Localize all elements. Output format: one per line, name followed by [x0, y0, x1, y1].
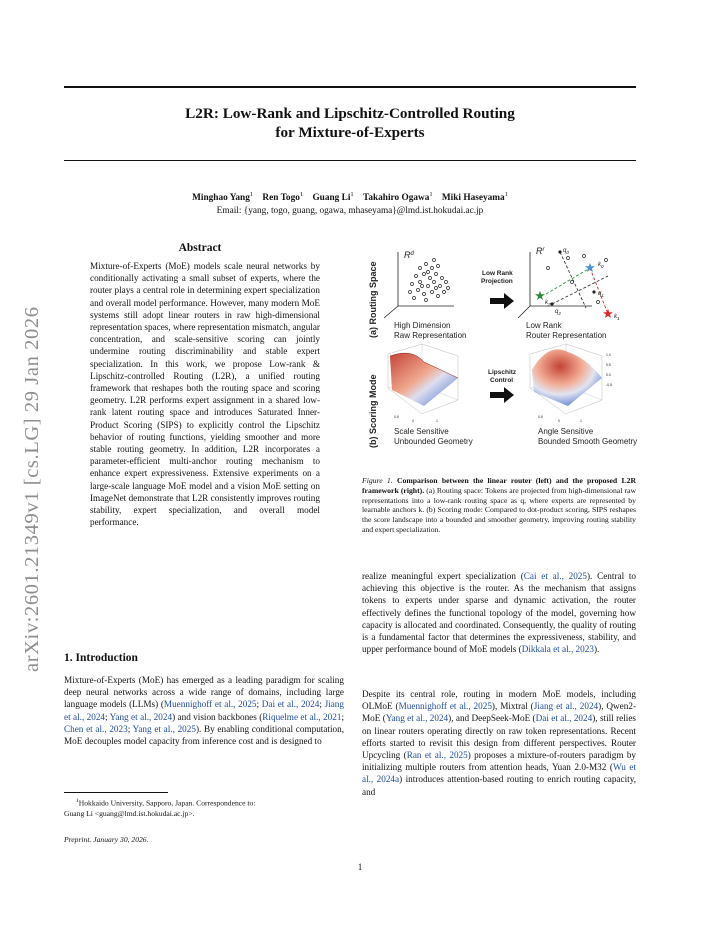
rr-label [536, 246, 546, 256]
author-list [64, 188, 636, 205]
author-name: Miki Haseyama$^1$ [441, 191, 508, 204]
star-k0: ★ [584, 260, 596, 275]
citation-link[interactable]: Yang et al., 2024 [385, 713, 449, 724]
citation-link[interactable]: Muennighoff et al., 2025 [163, 699, 257, 710]
raw-token-point [431, 267, 434, 270]
point-label: $k_1$ [614, 314, 620, 321]
author-affiliation-mark: 1 [249, 191, 254, 198]
unbounded-surface-plot [388, 344, 473, 446]
raw-token-point [427, 271, 430, 274]
lipschitz-arrow [488, 369, 517, 403]
footnote [64, 796, 344, 819]
intro-right-column-top: realize meaningful expert specialization (Cai et al., 2025). Central to achieving this objective is the router. As the mechanism that assigns tokens to experts under sparse and dynamic activation, the router effectively defines the functional topology of the model, governing how capacity is allocated and coordinated. Consequently, the quality of routing is a fundamental factor that determines the expressiveness, stability, and upper performance bound of MoE models (Dikkala et al., 2023). [362, 571, 636, 655]
low-rank-space-plot [518, 246, 620, 340]
intro-left-column: Mixture-of-Experts (MoE) has emerged as a leading paradigm for scaling deep neural networks across a wide range of domains, including large language models (LLMs) (Muennighoff et al., 2025; Dai et al., 2024; Jiang et al., 2024; Yang et al., 2024) and vision backbones (Riquelme et al., 2021; Chen et al., 2023; Yang et al., 2025). By enabling conditional computation, MoE decouples model capacity from inference cost and is designed to [64, 675, 345, 747]
author-name: Ren Togo$^1$ [262, 191, 304, 204]
preprint-note: Preprint. January 30, 2026. [64, 835, 149, 844]
raw-token-point [417, 289, 420, 292]
abstract-text: Mixture-of-Experts (MoE) models scale neural networks by conditionally activating a small subset of experts, where the router plays a central role in determining expert specialization and overall model performance. However, many modern MoE systems still adopt linear routers in raw high-dimensional representation spaces, where representation mismatch, angular concentration, and scale-sensitive scoring can jointly undermine routing discriminability and stable expert specialization. In this work, we propose Low-rank & Lipschitz-controlled Routing (L2R), a unified routing framework that reshapes both the routing space and scoring geometry. L2R performs expert assignment in a shared low-rank latent routing space and introduces Saturated Inner-Product Scoring (SIPS) to explicitly control the Lipschitz behavior of routing functions, yielding smoother and more stable routing geometry. In addition, L2R incorporates a parameter-efficient multi-anchor routing mechanism to enhance expert expressiveness. Extensive experiments on a large-scale language MoE model and a vision MoE setting on ImageNet demonstrate that L2R consistently improves routing stability, expert specialization, and overall model performance. [90, 261, 320, 528]
svg-text:0: 0 [412, 419, 414, 423]
point-label: $k_0$ [598, 262, 604, 269]
svg-text:1.0: 1.0 [606, 353, 611, 357]
svg-text:0.5: 0.5 [394, 415, 399, 419]
svg-text:1: 1 [436, 419, 438, 423]
page-number: 1 [357, 862, 363, 872]
author-name: Minghao Yang$^1$ [192, 191, 254, 204]
raw-token-point [423, 273, 426, 276]
title-line-1: L2R: Low-Rank and Lipschitz-Controlled Routing [185, 105, 515, 122]
point-label: $q_2$ [555, 309, 561, 316]
citation-link[interactable]: Riquelme et al., 2021 [262, 711, 342, 722]
raw-token-point [445, 281, 448, 284]
citation-link[interactable]: Yang et al., 2025 [132, 723, 196, 734]
lipschitz-label-1: Lipschitz [488, 369, 517, 376]
point-label: $q_0$ [563, 248, 569, 255]
author-block [64, 188, 636, 218]
projection-label-2: Projection [481, 278, 513, 285]
citation-link[interactable]: Ran et al., 2025 [406, 750, 468, 761]
caption-fig-label: Figure 1. [362, 476, 393, 485]
citation-link[interactable]: Jiang et al., 2024 [533, 701, 599, 712]
caption-bold: Comparison between the linear router (left) and the proposed L2R framework (right). [362, 476, 637, 495]
raw-token-point [435, 287, 438, 290]
abstract-heading: Abstract [178, 242, 222, 254]
bounded-caption-2: Bounded Smooth Geometry [538, 437, 638, 446]
author-affiliation-mark: 1 [299, 191, 304, 198]
raw-token-point [425, 263, 428, 266]
raw-token-point [421, 285, 424, 288]
author-affiliation-mark: 1 [504, 191, 508, 198]
rd-label [404, 250, 415, 260]
raw-caption-2: Raw Representation [394, 331, 467, 340]
svg-text:0.5: 0.5 [606, 363, 611, 367]
figure-1-caption [362, 476, 636, 535]
point-label: $q_1$ [598, 291, 604, 298]
raw-token-point [431, 291, 434, 294]
rd-label-base: R [404, 250, 411, 260]
citation-link[interactable]: Dai et al., 2024 [261, 699, 320, 710]
svg-text:0.0: 0.0 [606, 373, 611, 377]
citation-link[interactable]: Dai et al., 2024 [535, 713, 593, 724]
citation-link[interactable]: Muennighoff et al., 2025 [398, 701, 492, 712]
raw-token-point [423, 293, 426, 296]
footnote-rule [64, 792, 168, 793]
intro-heading: 1. Introduction [64, 652, 138, 664]
raw-token-point [439, 285, 442, 288]
raw-token-point [415, 275, 418, 278]
star-k2: ★ [534, 288, 546, 303]
svg-text:0: 0 [558, 419, 560, 423]
raw-caption-1: High Dimension [394, 321, 451, 330]
unbounded-caption-2: Unbounded Geometry [394, 437, 473, 446]
footnote-line-1: Hokkaido University, Sapporo, Japan. Correspondence to: [78, 798, 256, 808]
projection-arrow [481, 270, 514, 309]
raw-token-point [443, 291, 446, 294]
raw-token-point [437, 295, 440, 298]
figure-1 [362, 238, 638, 470]
author-name: Guang Li$^1$ [312, 191, 354, 204]
point-label: $k_2$ [545, 300, 551, 307]
author-affiliation-mark: 1 [350, 191, 354, 198]
rd-label-sup: d [410, 251, 414, 257]
rr-label-base: R [536, 246, 543, 256]
raw-token-point [433, 259, 436, 262]
title-top-rule [64, 86, 636, 88]
raw-space-plot [384, 250, 466, 340]
citation-link[interactable]: Cai et al., 2025 [523, 571, 587, 581]
projection-label-1: Low Rank [482, 270, 513, 277]
footnote-mark: 1 [76, 798, 79, 804]
raw-token-point [413, 297, 416, 300]
raw-token-point [441, 277, 444, 280]
unbounded-caption-1: Scale Sensitive [394, 427, 449, 436]
lipschitz-label-2: Control [490, 377, 514, 384]
title-bottom-rule [64, 160, 636, 161]
intro-right-column-bottom: Despite its central role, routing in modern MoE models, including OLMoE (Muennighoff et al., 2025), Mixtral (Jiang et al., 2024), Qwen2-MoE (Yang et al., 2024), and DeepSeek-MoE (Dai et al., 2024), still relies on linear routers operating directly on raw token representations. Recent efforts started to revisit this design from different perspectives. Router Upcycling (Ran et al., 2025) proposes a mixture-of-routers paradigm by initializing multiple routers from attention heads, Yuan 2.0-M32 (Wu et al., 2024a) introduces attention-based routing to enrich routing capacity, and [362, 689, 637, 797]
row-a-label: (a) Routing Space [368, 261, 378, 338]
raw-token-point [429, 277, 432, 280]
svg-text:1: 1 [580, 419, 582, 423]
citation-link[interactable]: Jiang et al., 2024 [64, 699, 344, 722]
raw-token-point [433, 281, 436, 284]
author-name: Takahiro Ogawa$^1$ [362, 191, 433, 204]
title-line-2: for Mixture-of-Experts [275, 124, 425, 141]
raw-token-point [419, 281, 422, 284]
bounded-caption-1: Angle Sensitive [538, 427, 594, 436]
citation-link[interactable]: Chen et al., 2023 [64, 723, 128, 734]
lowrank-caption-2: Router Representation [526, 331, 607, 340]
raw-token-point [411, 283, 414, 286]
raw-token-point [435, 273, 438, 276]
citation-link[interactable]: Dikkala et al., 2023 [521, 644, 594, 655]
raw-token-point [437, 265, 440, 268]
raw-token-point [425, 299, 428, 302]
paper-title [64, 104, 636, 142]
svg-text:-0.5: -0.5 [606, 383, 613, 387]
star-k1: ★ [602, 306, 614, 321]
author-affiliation-mark: 1 [429, 191, 433, 198]
row-b-label: (b) Scoring Mode [368, 374, 378, 448]
raw-token-point [419, 267, 422, 270]
raw-token-point [427, 285, 430, 288]
raw-token-point [409, 291, 412, 294]
svg-text:0.5: 0.5 [538, 415, 543, 419]
raw-token-point [447, 287, 450, 290]
rr-label-sup: r [542, 247, 545, 253]
caption-rest: (a) Routing space: Tokens are projected from high-dimensional raw representations into a low-rank routing space as q, where experts are represented by learnable anchors k. (b) Scoring mode: Compared to dot-product scoring, SIPS reshapes the score landscape into a bounded and smoother geometry, improving routing stability and expert specialization. [362, 485, 637, 534]
citation-link[interactable]: Wu et al., 2024a [362, 762, 636, 785]
arxiv-side-stamp: arXiv:2601.21349v1 [cs.LG] 29 Jan 2026 [21, 306, 43, 672]
author-emails: Email: {yang, togo, guang, ogawa, mhaseyama}@lmd.ist.hokudai.ac.jp [216, 206, 484, 217]
lowrank-caption-1: Low Rank [526, 321, 562, 330]
footnote-line-2: Guang Li <guang@lmd.ist.hokudai.ac.jp>. [64, 808, 195, 818]
bounded-surface-plot [530, 344, 637, 446]
citation-link[interactable]: Yang et al., 2024 [109, 711, 173, 722]
